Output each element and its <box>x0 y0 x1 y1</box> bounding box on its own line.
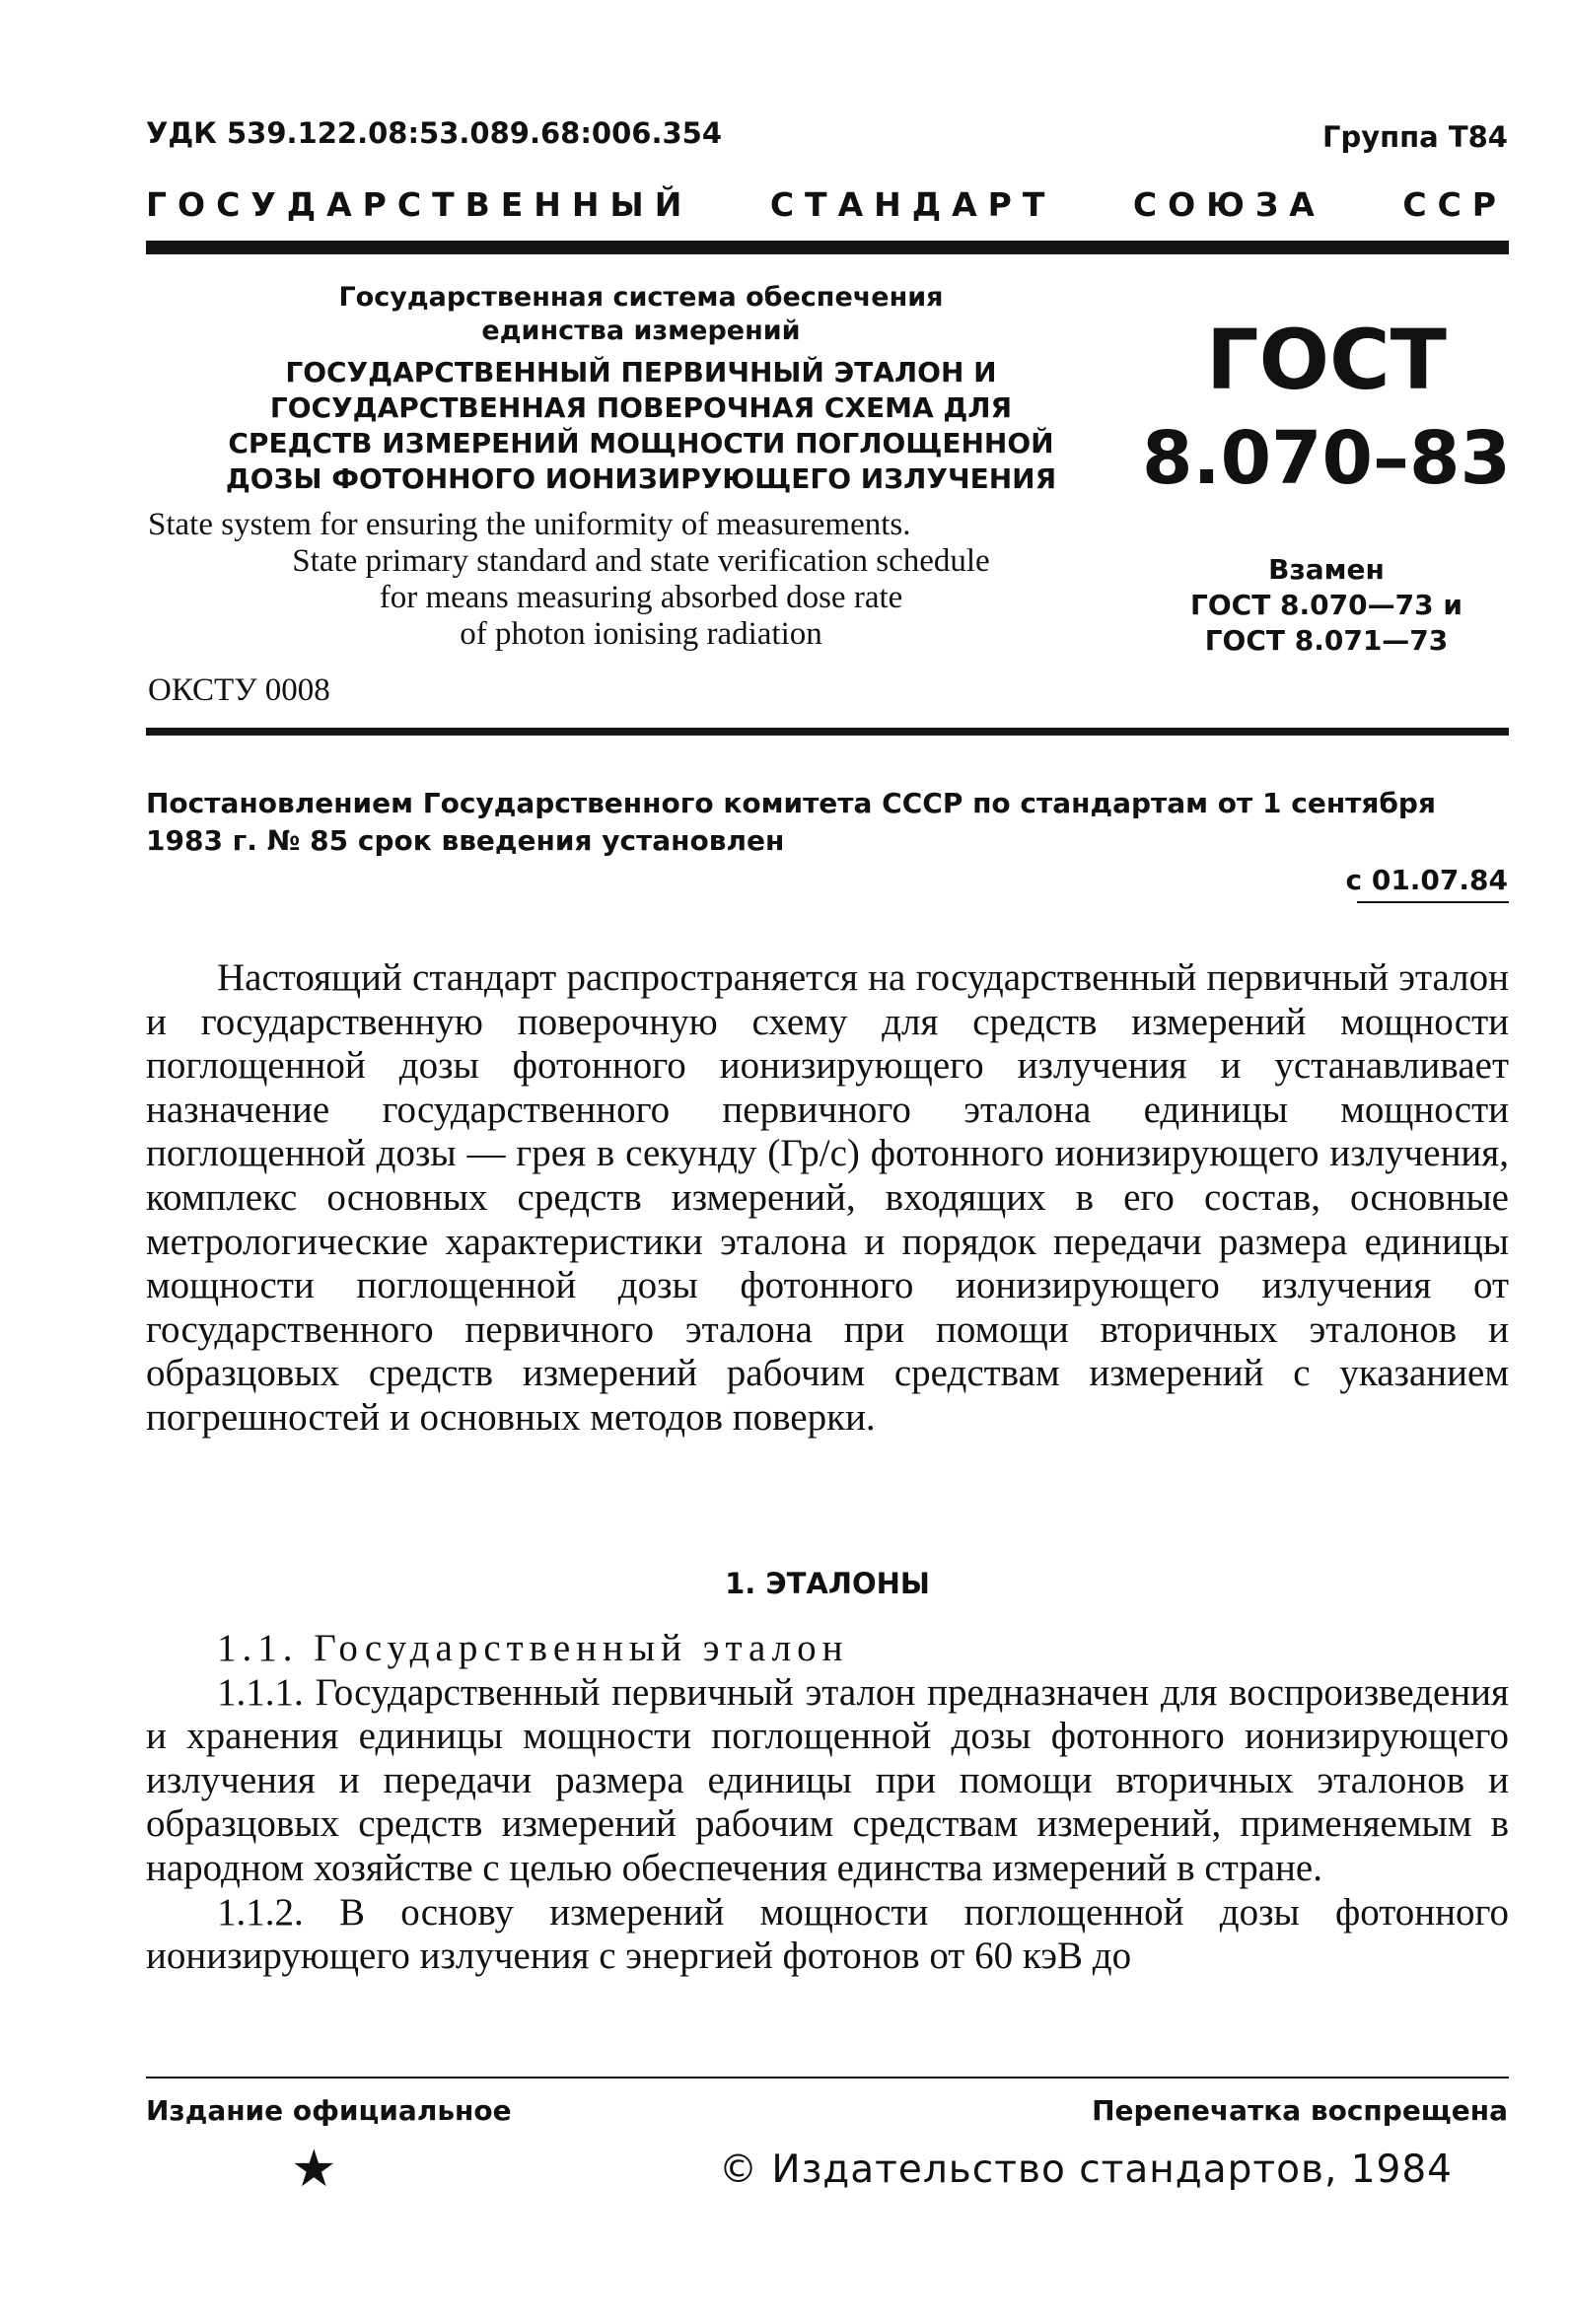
main-title <box>148 355 1134 497</box>
header-divider <box>146 241 1509 254</box>
system-title-line: Государственная система обеспечения <box>338 282 944 313</box>
english-title <box>148 507 1134 653</box>
banner-word: СОЮЗА <box>1132 185 1325 224</box>
main-title-line: СРЕДСТВ ИЗМЕРЕНИЙ МОЩНОСТИ ПОГЛОЩЕННОЙ <box>228 427 1054 459</box>
gost-number: 8.070–83 <box>1141 416 1512 501</box>
okstu-code: ОКСТУ 0008 <box>148 672 330 708</box>
paragraph-1-1-1: 1.1.1. Государственный первичный эталон предназначен для воспроизведения и хранения единицы мощности поглощенной дозы фотонного ионизирующего излучения и передачи размера единицы при помощи вторичных эталонов и образцовых средств измерений рабочим средствам измерений, применяемым в народном хозяйстве с целью обеспечения единства измерений в стране. <box>146 1670 1509 1889</box>
footer-divider <box>146 2077 1509 2078</box>
english-title-line: for means measuring absorbed dose rate <box>379 580 903 615</box>
title-divider <box>146 728 1509 736</box>
replaces-block <box>1134 552 1519 659</box>
english-title-line: State primary standard and state verification schedule <box>292 543 990 579</box>
main-title-line: ГОСУДАРСТВЕННАЯ ПОВЕРОЧНАЯ СХЕМА ДЛЯ <box>269 391 1013 424</box>
english-title-line: State system for ensuring the uniformity of measurements. <box>148 507 911 542</box>
replaces-line: Взамен <box>1268 553 1385 586</box>
subsection-title: 1.1. Государственный эталон <box>217 1627 849 1669</box>
replaces-line: ГОСТ 8.070—73 и <box>1190 589 1462 621</box>
decree-text <box>146 785 1507 860</box>
gost-label: ГОСТ <box>1206 312 1447 408</box>
state-standard-banner <box>146 185 1507 224</box>
main-title-line: ДОЗЫ ФОТОННОГО ИОНИЗИРУЮЩЕГО ИЗЛУЧЕНИЯ <box>225 462 1057 495</box>
date-underline <box>1357 901 1509 903</box>
udk-code: УДК 539.122.08:53.089.68:006.354 <box>146 116 723 150</box>
replaces-line: ГОСТ 8.071—73 <box>1204 624 1449 657</box>
system-title-line: единства измерений <box>481 316 801 346</box>
banner-word: СТАНДАРТ <box>769 185 1056 224</box>
effective-date: с 01.07.84 <box>1345 864 1508 896</box>
paragraph-1-1-2: 1.1.2. В основу измерений мощности поглощенной дозы фотонного ионизирующего излучения с энергией фотонов от 60 кэВ до <box>146 1890 1509 1978</box>
banner-word: ССР <box>1402 185 1507 224</box>
section-heading: 1. ЭТАЛОНЫ <box>725 1567 930 1600</box>
decree-line: Постановлением Государственного комитета СССР по стандартам от 1 сентября <box>146 787 1436 819</box>
reprint-notice: Перепечатка воспрещена <box>1092 2094 1508 2127</box>
publisher-copyright: © Издательство стандартов, 1984 <box>719 2148 1453 2192</box>
intro-paragraph <box>146 956 1509 1441</box>
english-title-line: of photon ionising radiation <box>460 616 822 652</box>
official-edition: Издание официальное <box>146 2094 512 2127</box>
main-title-line: ГОСУДАРСТВЕННЫЙ ПЕРВИЧНЫЙ ЭТАЛОН И <box>285 356 997 388</box>
intro-text: Настоящий стандарт распространяется на государственный первичный эталон и государственную поверочную схему для средств измерений мощности поглощенной дозы фотонного ионизирующего излучения и устанавливает назначение государственного первичного эталона единицы мощности поглощенной дозы — грея в секунду (Гр/с) фотонного ионизирующего излучения, комплекс основных средств измерений, входящих в его состав, основные метрологические характеристики эталона и порядок передачи размера единицы мощности поглощенной дозы фотонного ионизирующего излучения от государственного первичного эталона при помощи вторичных эталонов и образцовых средств измерений рабочим средствам измерений с указанием погрешностей и основных методов поверки. <box>146 956 1509 1439</box>
star-icon: ★ <box>291 2140 337 2199</box>
system-title <box>148 281 1134 348</box>
section-body <box>146 1627 1509 1979</box>
group-code: Группа Т84 <box>1321 120 1508 154</box>
decree-line: 1983 г. № 85 срок введения установлен <box>146 824 785 857</box>
banner-word: ГОСУДАРСТВЕННЫЙ <box>146 185 693 224</box>
